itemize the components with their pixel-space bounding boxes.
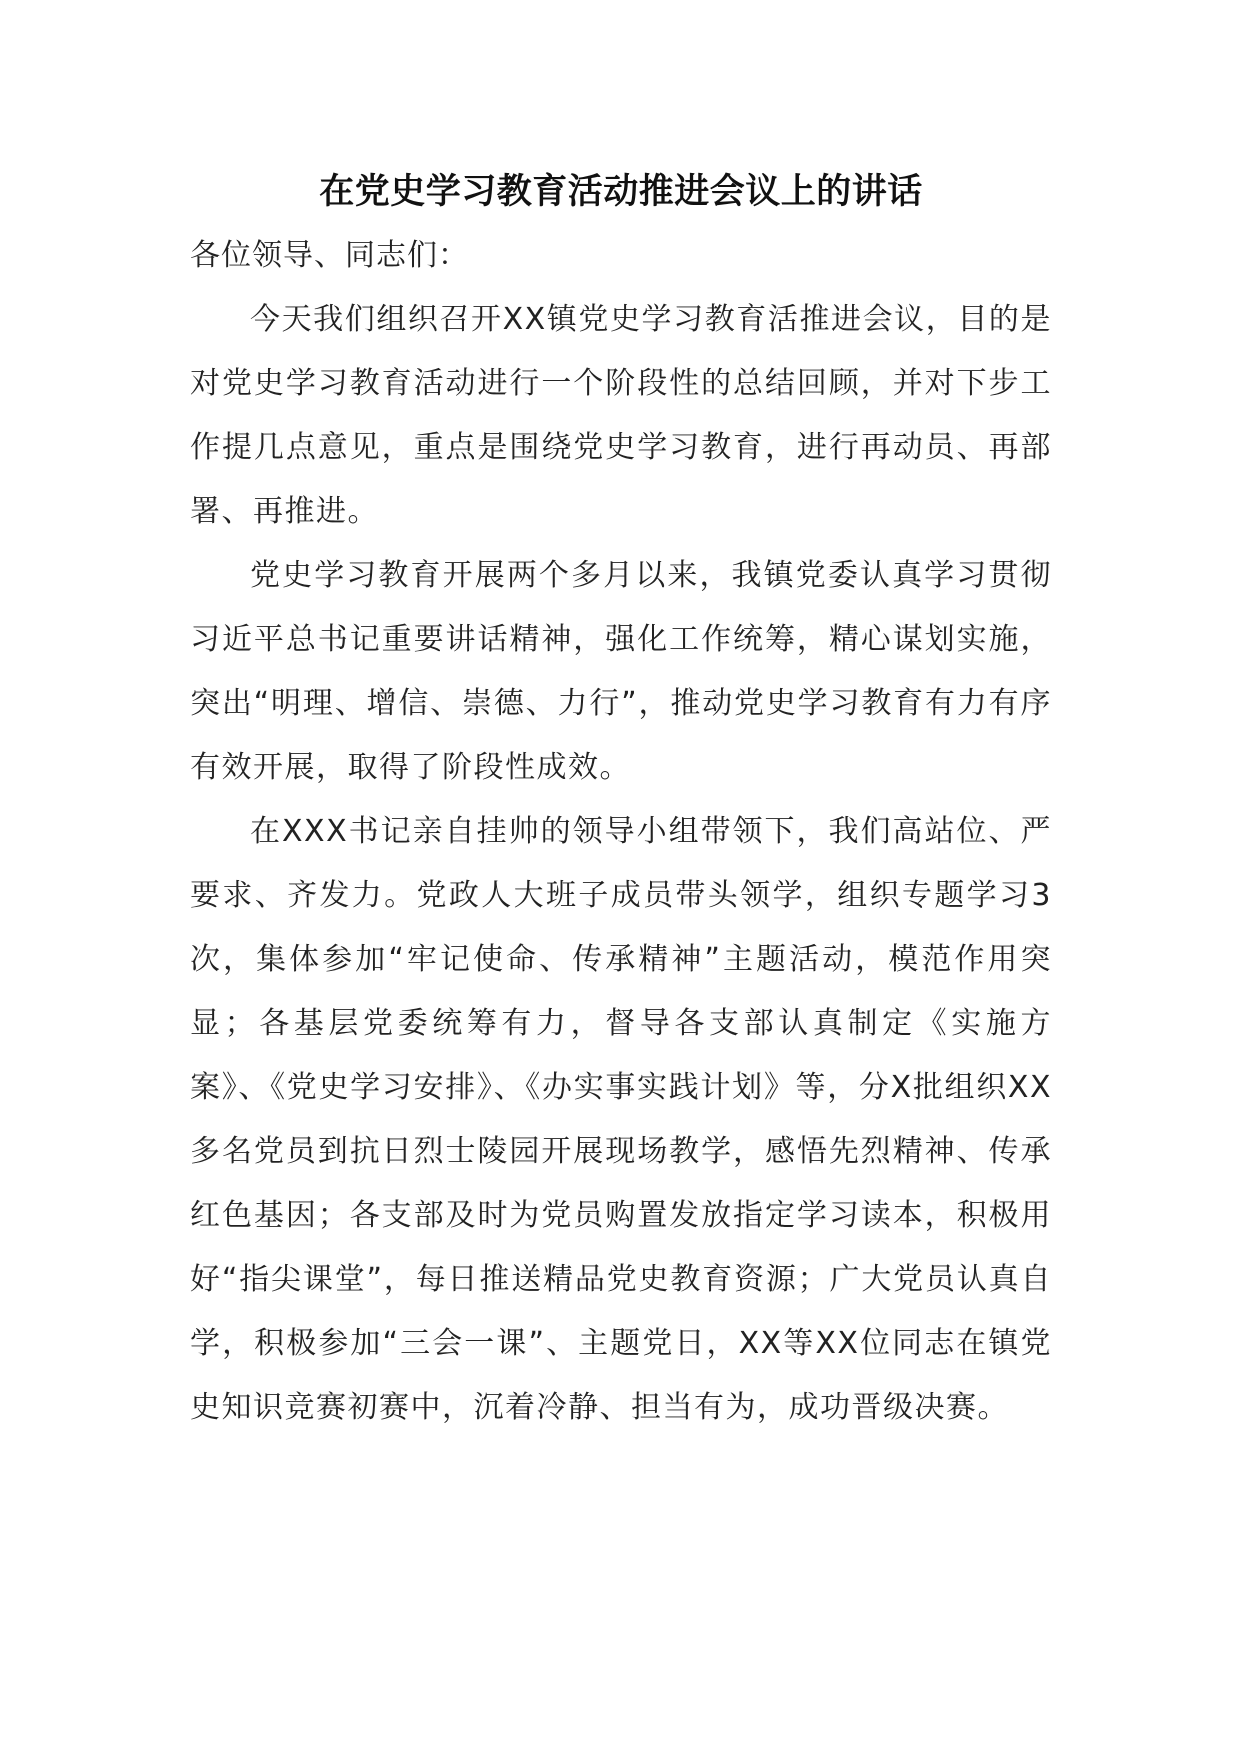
salutation: 各位领导、同志们： (190, 238, 469, 273)
document-body (190, 168, 1052, 1440)
paragraph-2: 党史学习教育开展两个多月以来，我镇党委认真学习贯彻习近平总书记重要讲话精神，强化工作统筹，精心谋划实施，突出“明理、增信、崇德、力行”，推动党史学习教育有力有序有效开展，取得了阶段性成效。 (190, 558, 1052, 785)
paragraph-1: 今天我们组织召开XX镇党史学习教育活推进会议，目的是对党史学习教育活动进行一个阶段性的总结回顾，并对下步工作提几点意见，重点是围绕党史学习教育，进行再动员、再部署、再推进。 (190, 302, 1052, 529)
paragraph-3: 在XXX书记亲自挂帅的领导小组带领下，我们高站位、严要求、齐发力。党政人大班子成员带头领学，组织专题学习3次，集体参加“牢记使命、传承精神”主题活动，模范作用突显；各基层党委统筹有力，督导各支部认真制定《实施方案》、《党史学习安排》、《办实事实践计划》等，分X批组织XX多名党员到抗日烈士陵园开展现场教学，感悟先烈精神、传承红色基因；各支部及时为党员购置发放指定学习读本，积极用好“指尖课堂”，每日推送精品党史教育资源；广大党员认真自学，积极参加“三会一课”、主题党日，XX等XX位同志在镇党史知识竞赛初赛中，沉着冷静、担当有为，成功晋级决赛。 (190, 814, 1052, 1425)
document-title: 在党史学习教育活动推进会议上的讲话 (319, 172, 923, 212)
